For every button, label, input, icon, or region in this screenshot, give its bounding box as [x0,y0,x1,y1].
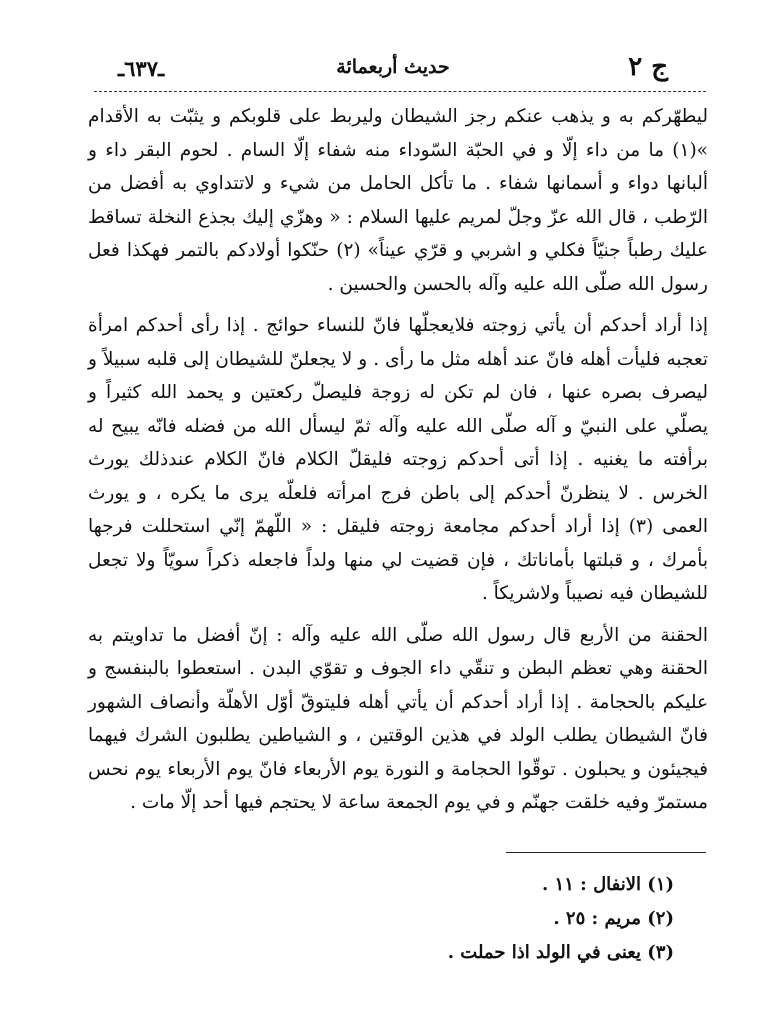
main-text [88,100,708,820]
running-title: حديث أربعمائة [336,56,450,78]
volume-label: ج ٢ [628,52,668,82]
header-divider [94,91,706,92]
paragraph: الحقنة من الأربع قال رسول الله صلّى الله عليه وآله : إنّ أفضل ما تداويتم به الحقنة وهي تعظم البطن و تنقّي داء الجوف و تقوّي البدن . استعطوا بالبنفسج و عليكم بالحجامة . إذا أراد أحدكم أن يأتي أهله فليتوقّ أوّل الأهلّة وأنصاف الشهور فانّ الشيطان يطلب الولد في هذين الوقتين ، و الشياطين يطلبون الشرك فيهما فيجيئون و يحبلون . توقّوا الحجامة و النورة يوم الأربعاء فانّ يوم الأربعاء يوم نحس مستمرّ وفيه خلقت جهنّم و في يوم الجمعة ساعة لا يحتجم فيها أحد إلّا مات . [88,624,708,813]
page-header [108,50,678,90]
footnotes [314,868,674,970]
paragraph: ليطهّركم به و يذهب عنكم رجز الشيطان وليربط على قلوبكم و يثبّت به الأقدام »(١) ما من داء إلّا و في الحبّة السّوداء منه شفاء إلّا السام . لحوم البقر داء و ألبانها دواء و أسمانها شفاء . ما تأكل الحامل من شيء و لاتتداوي به أفضل من الرّطب ، قال الله عزّ وجلّ لمريم عليها السلام : « وهزّي إليك بجذع النخلة تساقط عليك رطباً جنيّاً فكلي و اشربي و قرّي عيناً» (٢) حنّكوا أولادكم بالتمر فهكذا فعل رسول الله صلّى الله عليه وآله بالحسن والحسين . [88,106,708,295]
footnote: (٢) مريم : ٢٥ . [553,908,674,929]
footnote: (١) الانفال : ١١ . [542,874,674,895]
footnote-divider [506,852,706,853]
paragraph: إذا أراد أحدكم أن يأتي زوجته فلايعجلّها فانّ للنساء حوائج . إذا رأى أحدكم امرأة تعجبه فليأت أهله فانّ عند أهله مثل ما رأى . و لا يجعلنّ للشيطان إلى قلبه سبيلاً و ليصرف بصره عنها ، فان لم تكن له زوجة فليصلّ ركعتين و يحمد الله كثيراً و يصلّي على النبيّ و آله صلّى الله عليه وآله ثمّ ليسأل الله من فضله فانّه يبيح له برأفته ما يغنيه . إذا أتى أحدكم زوجته فليقلّ الكلام فانّ الكلام عندذلك يورث الخرس . لا ينظرنّ أحدكم إلى باطن فرج امرأته فلعلّه يرى ما يكره ، و يورث العمى (٣) إذا أراد أحدكم مجامعة زوجته فليقل : « اللّهمّ إنّي استحللت فرجها بأمرك ، و قبلتها بأماناتك ، فإن قضيت لي منها ولداً فاجعله ذكراً سويّاً ولا تجعل للشيطان فيه نصيباً ولاشريكاً . [88,315,709,604]
footnote: (٣) يعنى في الولد اذا حملت . [447,942,674,963]
page-number: ـ٦٣٧ـ [118,56,165,81]
